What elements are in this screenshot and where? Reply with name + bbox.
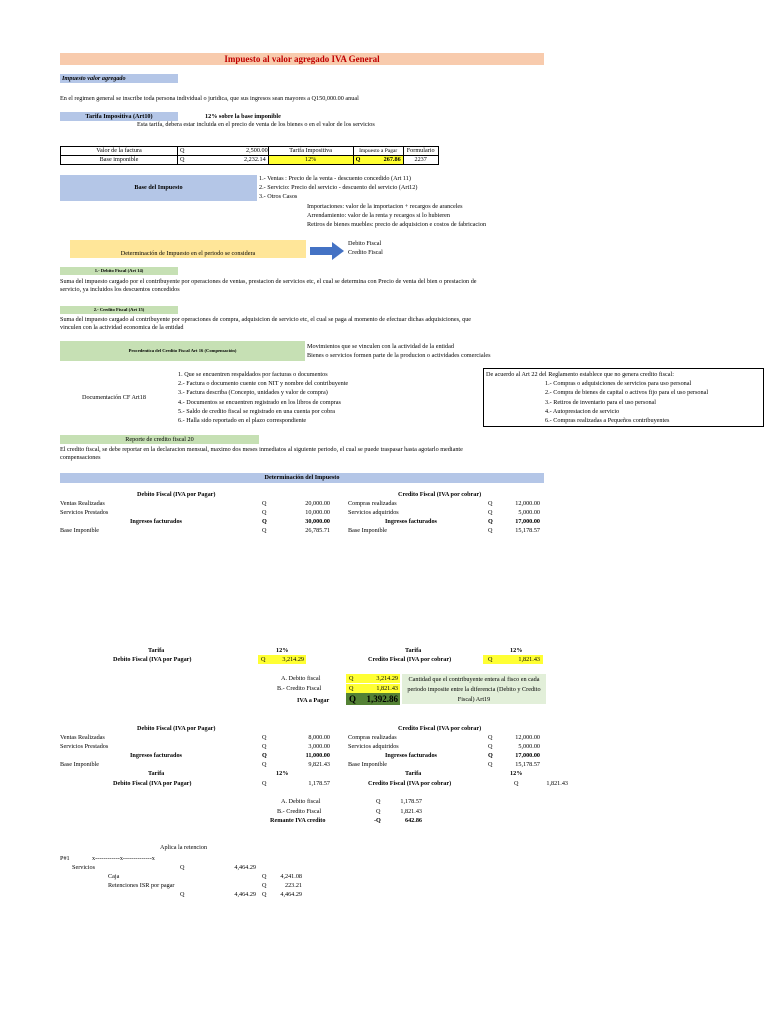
iva-label: IVA a Pagar — [297, 697, 330, 704]
art22-item: 4.- Autoprestacion de servicio — [545, 408, 620, 415]
total-left: 4,464.29 — [234, 891, 256, 898]
determinacion-label: Determinación de Impuesto en el periodo se considera — [120, 250, 256, 257]
row-label: Ventas Realizadas — [60, 500, 105, 507]
reporte-text: El credito fiscal, se debe reportar en la declaracion mensual, maximo dos meses inmediatos al siguiente periodo, el cual se puede traspasar hasta agotarlo mediante — [60, 446, 463, 453]
base-q: Q — [488, 527, 493, 534]
base-q: Q — [262, 761, 267, 768]
ingresos-label: Ingresos facturados — [130, 752, 182, 759]
remanente-q: -Q — [374, 817, 381, 824]
row-label: Compras realizadas — [348, 734, 397, 741]
debito-fiscal-text: servicio, ya incluidos los descuentos concedidos — [60, 286, 180, 293]
total-q: Q — [180, 891, 185, 898]
page-title: Impuesto al valor agregado IVA General — [224, 54, 380, 64]
cell: Formulario — [403, 147, 438, 156]
reporte-label: Reporte de credito fiscal 20 — [125, 436, 194, 443]
art22-title: De acuerdo al Art 22 del Reglamento establece que no genera credito fiscal: — [486, 371, 674, 378]
remanente-label: Remante IVA credito — [270, 817, 326, 824]
row-value: 12,000.00 — [515, 500, 540, 507]
base-item: 3.- Otros Casos — [259, 193, 298, 200]
ingresos-label: Ingresos facturados — [130, 518, 182, 525]
retencion-title: Aplica la retencion — [160, 844, 208, 851]
tarifa-pct: 12% — [510, 770, 523, 777]
b-credito-label: B.- Credito Fiscal — [277, 685, 322, 692]
documentacion-label: Documentación CF Art18 — [82, 394, 146, 401]
ingresos-right: 17,000.00 — [515, 752, 540, 759]
iva-val: 1,392.86 — [366, 694, 398, 704]
cell: Impuesto a Pagar — [353, 147, 403, 156]
credito-fiscal-text: Suma del impuesto cargado al contribuyente por operaciones de compra, adquisicion de servicio etc, el cual se paga al momento de efectuar dichas adquisiciones, que — [60, 316, 472, 323]
caja-q: Q — [262, 873, 267, 880]
row-label: Servicios adquiridos — [348, 743, 399, 750]
tarifa-pct: 12% — [276, 647, 289, 654]
cell: Q — [178, 147, 245, 156]
ingresos-left: 30,000.00 — [305, 518, 330, 525]
debito-val: 3,214.29 — [282, 656, 304, 663]
base-label: Base del Impuesto — [134, 184, 183, 191]
row-label: Servicios Prestados — [60, 743, 109, 750]
documentacion-item: 5.- Saldo de credito fiscal se registrado en una cuenta por cobra — [178, 408, 336, 415]
tarifa-label: Tarifa — [148, 770, 165, 777]
base-imponible-label: Base Imponible — [348, 527, 388, 534]
tarifa-label: Tarifa — [405, 770, 422, 777]
credito-val: 1,821.43 — [518, 656, 540, 663]
debito-fiscal-label: 1.- Debito Fiscal (Art 14) — [94, 268, 144, 273]
row-q: Q — [488, 734, 493, 741]
row-q: Q — [262, 509, 267, 516]
cell: 2,232.14 — [244, 156, 268, 165]
credito-q: Q — [514, 780, 519, 787]
base-imponible-label: Base Imponible — [60, 527, 100, 534]
row-q: Q — [488, 500, 493, 507]
tarifa-value: 12% sobre la base imponible — [205, 113, 281, 120]
cell: 267.86 — [368, 156, 403, 165]
arrow-right-icon — [310, 242, 344, 260]
base-right: 15,178.57 — [515, 761, 540, 768]
row-value: 8,000.00 — [308, 734, 330, 741]
iva-q: Q — [349, 694, 357, 704]
credito-q: Q — [488, 656, 493, 663]
ingresos-label: Ingresos facturados — [385, 518, 437, 525]
row-label: Compras realizadas — [348, 500, 397, 507]
base-otros: Retiros de bienes muebles: precio de adquisicion e costos de fabricacion — [307, 221, 487, 228]
ingresos-q: Q — [488, 518, 493, 525]
row-q: Q — [488, 509, 493, 516]
row-label: Servicios adquiridos — [348, 509, 399, 516]
b-credito-label: B.- Credito Fiscal — [277, 808, 322, 815]
procedencia-label: Procedentica del Credito Fiscal Art 16 (Compensación) — [128, 348, 237, 353]
remanente-val: 642.86 — [404, 817, 422, 824]
credito-val: 1,821.43 — [546, 780, 568, 787]
intro-text: En el regimen general se inscribe toda persona individual o juridica, que sus ingresos sean mayores a Q150,000.00 anual — [60, 95, 359, 102]
cell: Q — [353, 156, 368, 165]
row-label: Servicios Prestados — [60, 509, 109, 516]
credito-head: Credito Fiscal (IVA por cobrar) — [398, 491, 482, 498]
debito-label: Debito Fiscal (IVA por Pagar) — [113, 656, 192, 663]
isr-val: 223.21 — [284, 882, 302, 889]
tarifa-label: Tarifa Impositiva (Art10) — [85, 113, 153, 120]
documentacion-item: 2.- Factura o documento cuente con NIT y nombre del contribuyente — [178, 380, 349, 387]
art22-item: 1.- Compras o adquisiciones de servicios para uso personal — [545, 380, 692, 387]
b-val: 1,821.43 — [376, 685, 398, 692]
credito-fiscal-text: vinculen con la actividad economica de la entidad — [60, 324, 184, 331]
base-left: 26,785.71 — [305, 527, 330, 534]
documentacion-item: 3.- Factura describa (Concepto, unidades y valor de compra) — [178, 389, 328, 396]
a-val: 3,214.29 — [376, 675, 398, 682]
tarifa-pct: 12% — [510, 647, 523, 654]
documentacion-item: 1. Que se encuentren respaldados por facturas o documentos — [178, 371, 328, 378]
debito-q: Q — [261, 656, 266, 663]
row-value: 10,000.00 — [305, 509, 330, 516]
base-imponible-label: Base Imponible — [60, 761, 100, 768]
debito-head: Debito Fiscal (IVA por Pagar) — [137, 725, 216, 732]
ingresos-left: 11,000.00 — [305, 752, 330, 759]
credito-fiscal-label: 2.- Credito Fiscal (Art 15) — [93, 307, 145, 312]
row-value: 5,000.00 — [518, 509, 540, 516]
a-val: 1,178.57 — [400, 798, 422, 805]
cell: Valor de la factura — [61, 147, 178, 156]
row-value: 12,000.00 — [515, 734, 540, 741]
base-left: 9,821.43 — [308, 761, 330, 768]
cell: Q — [178, 156, 245, 165]
row-label: Ventas Realizadas — [60, 734, 105, 741]
b-val: 1,821.43 — [400, 808, 422, 815]
base-q: Q — [488, 761, 493, 768]
cell: Base imponible — [61, 156, 178, 165]
b-q: Q — [376, 808, 381, 815]
row-q: Q — [262, 743, 267, 750]
partida: P#1 — [60, 855, 70, 862]
art22-item: 2.- Compra de bienes de capital o activos fijo para el uso personal — [545, 389, 709, 396]
cell: 12% — [268, 156, 353, 165]
base-otros: Importaciones: valor de la importacion + recargos de aranceles — [307, 203, 463, 210]
documentacion-item: 6.- Halla sido reportado en el plazo correspondiente — [178, 417, 307, 424]
tarifa-label: Tarifa — [148, 647, 165, 654]
procedencia-line: Movimientos que se vinculen con la actividad de la entidad — [307, 343, 454, 350]
tarifa-label: Tarifa — [405, 647, 422, 654]
caja-val: 4,241.08 — [280, 873, 302, 880]
base-item: 1.- Ventas : Precio de la venta - descuento concedido (Art 11) — [259, 175, 411, 182]
debito-fiscal-text: Suma del impuesto cargado por el contribuyente por operaciones de ventas, prestacion de servicios etc, el cual se determina con Precio de venta del bien o prestacion de — [60, 278, 477, 285]
base-q: Q — [262, 527, 267, 534]
total-q: Q — [262, 891, 267, 898]
documentacion-item: 4.- Documentos se encuentren registrado en los libros de compras — [178, 399, 341, 406]
row-value: 20,000.00 — [305, 500, 330, 507]
a-q: Q — [376, 798, 381, 805]
subtitle: Impuesto valor agregado — [62, 75, 126, 82]
a-debito-label: A. Debito fiscal — [281, 675, 321, 682]
row-q: Q — [262, 500, 267, 507]
procedencia-line: Bienes o servicios formen parte de la producion o actividades comerciales — [307, 352, 491, 359]
row-value: 3,000.00 — [308, 743, 330, 750]
det-header: Determinación del Impuesto — [264, 474, 340, 481]
row-q: Q — [262, 734, 267, 741]
credito-label: Credito Fiscal (IVA por cobrar) — [368, 780, 452, 787]
tarifa-pct: 12% — [276, 770, 289, 777]
tarifa-note: Esta tarifa, debera estar incluida en el precio de venta de los bienes o en el valor de los servicios — [137, 121, 375, 128]
a-q: Q — [349, 675, 354, 682]
credito-fiscal-term: Credito Fiscal — [348, 249, 383, 256]
isr-label: Retenciones ISR por pagar — [108, 882, 175, 889]
a-debito-label: A. Debito fiscal — [281, 798, 321, 805]
ingresos-q: Q — [488, 752, 493, 759]
base-item: 2.- Servicio: Precio del servicio - descuento del servicio (Art12) — [259, 184, 418, 191]
caja-label: Caja — [108, 873, 120, 880]
base-imponible-label: Base Imponible — [348, 761, 388, 768]
art22-item: 3.- Retiros de inventario para el uso personal — [545, 399, 656, 406]
partida-dashes: x------------x--------------x — [92, 855, 155, 862]
row-q: Q — [488, 743, 493, 750]
credito-label: Credito Fiscal (IVA por cobrar) — [368, 656, 452, 663]
row-value: 5,000.00 — [518, 743, 540, 750]
total-right: 4,464.29 — [280, 891, 302, 898]
art22-item: 6.- Compras realizadas a Pequeños contribuyentes — [545, 417, 670, 424]
debito-label: Debito Fiscal (IVA por Pagar) — [113, 780, 192, 787]
debito-head: Debito Fiscal (IVA por Pagar) — [137, 491, 216, 498]
ingresos-q: Q — [262, 518, 267, 525]
base-right: 15,178.57 — [515, 527, 540, 534]
credito-head: Credito Fiscal (IVA por cobrar) — [398, 725, 482, 732]
cell: Tarifa Impositiva — [268, 147, 353, 156]
debito-q: Q — [262, 780, 267, 787]
servicios-label: Servicios — [72, 864, 96, 871]
b-q: Q — [349, 685, 354, 692]
reporte-text: compensaciones — [60, 454, 101, 461]
ingresos-label: Ingresos facturados — [385, 752, 437, 759]
iva-note: Cantidad que el contribuyente entera al fisco en cada periodo imposite entre la diferencia (Debito y Credito Fiscal) Art19 — [407, 676, 541, 703]
debito-val: 1,178.57 — [308, 780, 330, 787]
debito-fiscal-term: Debito Fiscal — [348, 240, 382, 247]
cell: 2,500.00 — [246, 147, 268, 154]
isr-q: Q — [262, 882, 267, 889]
ingresos-right: 17,000.00 — [515, 518, 540, 525]
base-otros: Arrendamiento: valor de la renta y recargos si lo hubieren — [307, 212, 451, 219]
ingresos-q: Q — [262, 752, 267, 759]
cell: 2237 — [403, 156, 438, 165]
servicios-val: 4,464.29 — [234, 864, 256, 871]
factura-table — [60, 146, 439, 165]
servicios-q: Q — [180, 864, 185, 871]
